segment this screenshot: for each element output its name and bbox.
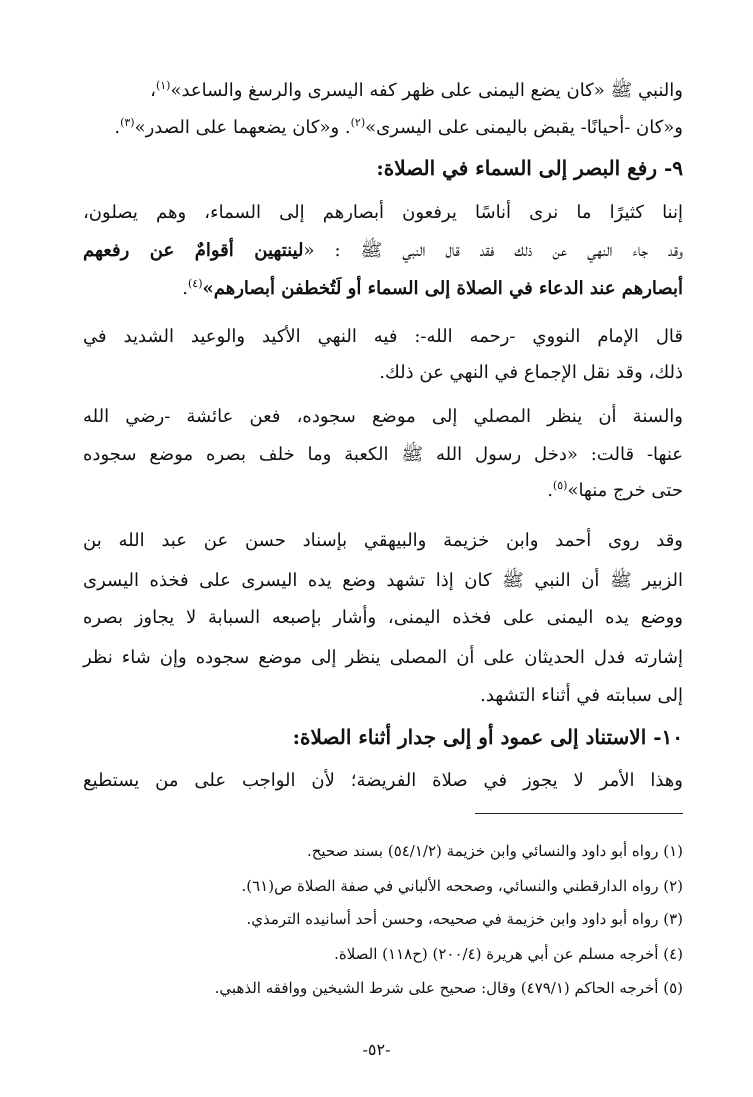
hadith-bold: أبصارهم عند الدعاء في الصلاة إلى السماء أو لَتُخطفن أبصارهم (213, 278, 683, 299)
footnote-1: (١) رواه أبو داود والنسائي وابن خزيمة (٥٤/١/٢) بسند صحيح. (306, 842, 683, 860)
section-heading-10: ١٠- الاستناد إلى عمود أو إلى جدار أثناء الصلاة: (292, 725, 683, 749)
text-segment: وقد جاء النهي عن ذلك فقد قال النبي ﷺ : « (303, 240, 684, 261)
footnote-ref-3[interactable]: (٣) (120, 116, 135, 129)
hadith-bold: لينتهين أقوامٌ عن رفعهم (83, 240, 304, 261)
text-segment: . و«كان يضعهما على الصدر» (134, 117, 351, 138)
body-line-6: قال الإمام النووي -رحمه الله-: فيه النهي الأكيد والوعيد الشديد في (83, 326, 683, 347)
body-line-2 (83, 113, 683, 143)
body-line-8: والسنة أن ينظر المصلي إلى موضع سجوده، فعن عائشة -رضي الله (83, 406, 683, 427)
body-line-1 (83, 76, 683, 106)
body-line-7: ذلك، وقد نقل الإجماع في النهي عن ذلك. (379, 362, 683, 383)
footnote-separator (475, 813, 683, 814)
text-segment: و«كان -أحيانًا- يقبض باليمنى على اليسرى» (365, 117, 683, 138)
text-segment: والنبي ﷺ «كان يضع اليمنى على ظهر كفه اليسرى والرسغ والساعد» (170, 80, 683, 101)
footnote-ref-1[interactable]: (١) (155, 79, 171, 92)
footnote-5: (٥) أخرجه الحاكم (٤٧٩/١) وقال: صحيح على شرط الشيخين ووافقه الذهبي. (214, 979, 683, 997)
body-line-11: وقد روى أحمد وابن خزيمة والبيهقي بإسناد حسن عن عبد الله بن (83, 530, 683, 551)
body-line-14: إشارته فدل الحديثان على أن المصلى ينظر إلى موضع سجوده وإن شاء نظر (83, 647, 683, 668)
footnote-ref-2[interactable]: (٢) (350, 116, 366, 129)
body-line-5 (83, 274, 683, 304)
body-line-12: الزبير ﷺ أن النبي ﷺ كان إذا تشهد وضع يده اليسرى على فخذه اليسرى (83, 570, 683, 591)
text-segment: ، (150, 80, 156, 101)
footnote-4: (٤) أخرجه مسلم عن أبي هريرة (٢٠٠/٤) (ح١١٨) الصلاة. (334, 945, 683, 963)
text-segment: . (182, 278, 188, 299)
text-segment: . (547, 480, 553, 501)
text-segment: . (114, 117, 121, 138)
body-line-13: ووضع يده اليمنى على فخذه اليمنى، وأشار بإصبعه السبابة لا يجاوز بصره (83, 607, 683, 628)
footnote-ref-4[interactable]: (٤) (187, 277, 203, 290)
text-segment: » (202, 278, 214, 299)
body-line-10 (83, 476, 683, 506)
footnote-2: (٢) رواه الدارقطني والنسائي، وصححه الألباني في صفة الصلاة ص(٦١). (241, 877, 683, 895)
page-number: -٥٢- (362, 1040, 391, 1059)
footnote-ref-5[interactable]: (٥) (552, 479, 568, 492)
body-line-4 (83, 236, 683, 266)
body-line-16: وهذا الأمر لا يجوز في صلاة الفريضة؛ لأن الواجب على من يستطيع (83, 770, 683, 791)
body-line-9: عنها- قالت: «دخل رسول الله ﷺ الكعبة وما خلف بصره موضع سجوده (83, 444, 683, 465)
footnote-3: (٣) رواه أبو داود وابن خزيمة في صحيحه، وحسن أحد أسانيده الترمذي. (246, 910, 683, 928)
section-heading-9: ٩- رفع البصر إلى السماء في الصلاة: (376, 156, 683, 180)
text-segment: حتى خرج منها» (567, 480, 683, 501)
body-line-3: إننا كثيرًا ما نرى أناسًا يرفعون أبصارهم إلى السماء، وهم يصلون، (83, 202, 683, 223)
body-line-15: إلى سبابته في أثناء التشهد. (480, 685, 683, 706)
